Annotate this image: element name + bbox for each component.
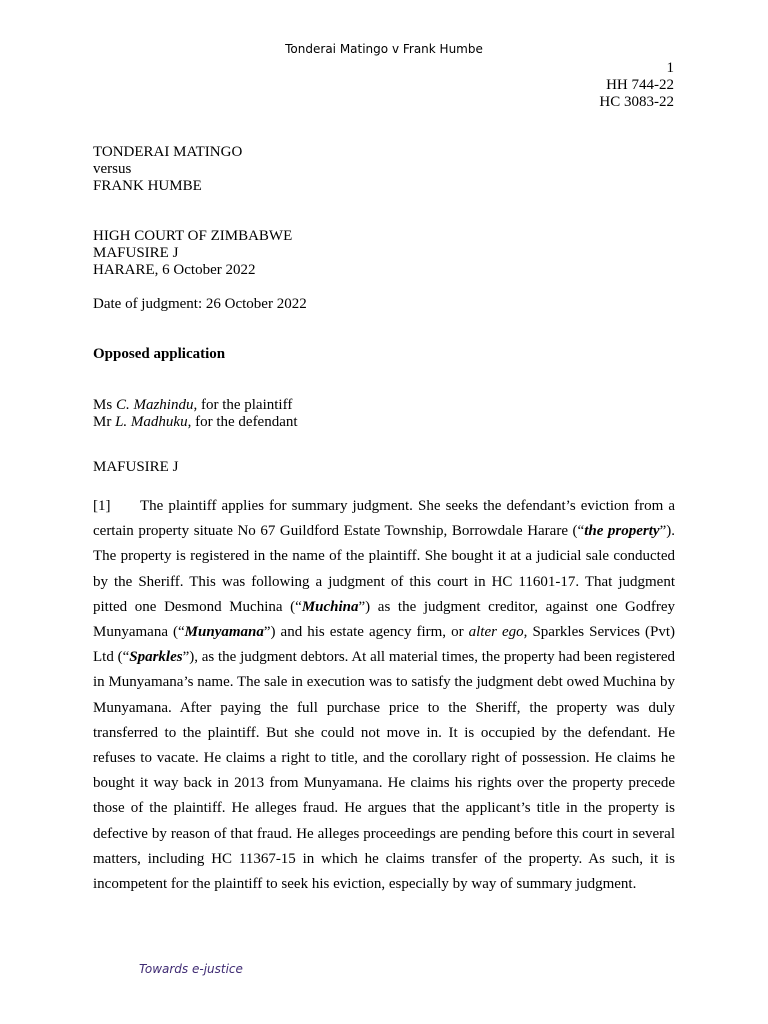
plaintiff-name: TONDERAI MATINGO [93,144,243,160]
paragraph-text: ”), as the judgment debtors. At all material times, the property had been registered in Munyamana’s name. The sale in execution was to satisfy the judgment debt owed Muchina by Munyamana. After paying the full purchase price to the Sheriff, the property was duly transferred to the plaintiff. But she could not move in. It is occupied by the defendant. He refuses to vacate. He claims a right to title, and the corollary right of possession. He claims he bought it way back in 2013 from Munyamana. He claims his rights over the property precede those of the plaintiff. He alleges fraud. He argues that the applicant’s title in the property is defective by reason of that fraud. He alleges proceedings are pending before this court in several matters, including HC 11367-15 in which he claims transfer of the property. As such, it is incompetent for the plaintiff to seek his eviction, especially by way of summary judgment. [93,649,676,893]
defendant-name: FRANK HUMBE [93,178,202,194]
case-header [599,60,674,111]
page-number: 1 [666,60,674,76]
case-ref-hh: HH 744-22 [606,77,674,93]
paragraph-1 [93,494,675,897]
footer-tagline: Towards e-justice [139,962,243,976]
counsel-name: C. Mazhindu [115,397,194,413]
court-name: HIGH COURT OF ZIMBABWE [93,228,293,244]
paragraph-text: The plaintiff applies for summary judgment. She seeks the defendant’s eviction from a certain property situate No 67 Guildford Estate Township, Borrowdale Harare (“ [93,498,675,540]
application-type-wrap [93,346,225,363]
counsel-role: , for the defendant [187,414,298,430]
counsel-title: Ms [93,397,113,413]
counsel-role: , for the plaintiff [193,397,293,413]
judgment-date: Date of judgment: 26 October 2022 [93,296,307,312]
application-type: Opposed application [93,346,226,362]
case-ref-hc: HC 3083-22 [599,94,674,110]
counsel-name: L. Madhuku [115,414,188,430]
judge-heading: MAFUSIRE J [93,459,179,475]
counsel-title: Mr [93,414,112,430]
running-title: Tonderai Matingo v Frank Humbe [285,42,483,56]
paragraph-number: [1] [93,498,111,514]
paragraph-text: ”) and his estate agency firm, or [263,624,469,641]
paragraph-text: ”). The property is registered in the name of the plaintiff. She bought it at a judicial sale conducted by the Sheriff. This was following a judgment of this court in HC 11601-17. That judgment pitted one Desmond Muchina (“ [93,523,675,615]
defined-term: Munyamana [184,624,264,641]
defined-term: Muchina [301,598,359,615]
italic-phrase: alter ego [468,624,524,641]
defined-term: the property [584,523,660,540]
counsel-defendant [93,414,298,431]
paragraph-text: ”) as the judgment creditor, against one Godfrey Munyamana (“ [93,598,675,641]
judge-name: MAFUSIRE J [93,245,179,261]
hearing-place-date: HARARE, 6 October 2022 [93,262,256,278]
counsel-block [93,397,298,431]
versus-label: versus [93,161,132,177]
court-block [93,228,292,279]
parties-block [93,144,242,195]
counsel-plaintiff [93,397,298,414]
defined-term: Sparkles [129,649,183,666]
paragraph-text: , Sparkles Services (Pvt) Ltd (“ [93,624,675,666]
